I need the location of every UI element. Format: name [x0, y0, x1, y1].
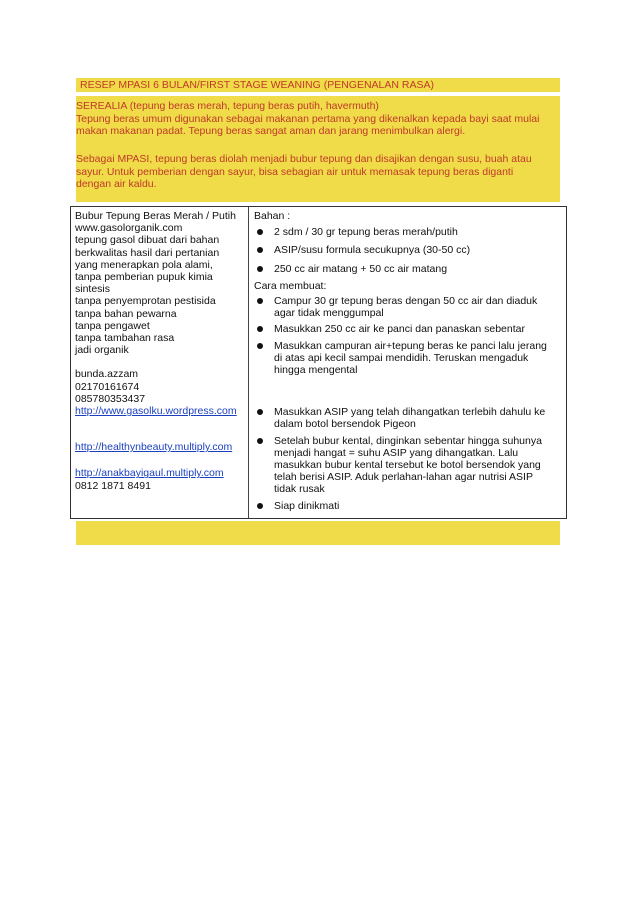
- step-item: Siap dinikmati: [254, 500, 562, 512]
- ingredient-item: ASIP/susu formula secukupnya (30-50 cc): [254, 244, 562, 256]
- intro-line: makan makanan padat. Tepung beras sangat aman dan jarang menimbulkan alergi.: [76, 125, 466, 137]
- product-line: yang menerapkan pola alami,: [75, 258, 213, 271]
- step-item: Campur 30 gr tepung beras dengan 50 cc air dan diaduk agar tidak menggumpal: [254, 295, 562, 319]
- contact-name: bunda.azzam: [75, 368, 139, 381]
- product-line: tanpa pengawet: [75, 319, 150, 332]
- step-item: Masukkan campuran air+tepung beras ke panci lalu jerang di atas api kecil sampai mendidih. Teruskan mengaduk hingga mengental: [254, 340, 562, 377]
- intro-line: Tepung beras umum digunakan sebagai makanan pertama yang dikenalkan kepada bayi saat mulai: [76, 112, 540, 125]
- link-gasolku[interactable]: http://www.gasolku.wordpress.com: [75, 405, 237, 418]
- link-anakbayigaul[interactable]: http://anakbayigaul.multiply.com: [75, 467, 224, 480]
- intro-section: [76, 96, 560, 202]
- step-item: Masukkan 250 cc air ke panci dan panaskan sebentar: [254, 323, 562, 335]
- link-healthynbeauty[interactable]: http://healthynbeauty.multiply.com: [75, 441, 233, 454]
- intro-line: SEREALIA (tepung beras merah, tepung beras putih, havermuth): [76, 100, 379, 112]
- intro-line: sayur. Untuk pemberian dengan sayur, bisa sebagian air untuk memasak tepung beras diganti: [76, 165, 514, 178]
- footer-highlight-bar: [76, 521, 560, 545]
- ingredients-label: Bahan :: [254, 210, 291, 222]
- product-line: berkwalitas hasil dari pertanian: [75, 246, 220, 259]
- intro-paragraph-2: [76, 153, 560, 191]
- page-title: RESEP MPASI 6 BULAN/FIRST STAGE WEANING (PENGENALAN RASA): [76, 78, 560, 92]
- method-label: Cara membuat:: [254, 279, 327, 292]
- bullet-icon: [257, 247, 263, 253]
- contact-phone: 0812 1871 8491: [75, 479, 151, 492]
- ingredient-item: 250 cc air matang + 50 cc air matang: [254, 263, 562, 275]
- contact-phone: 085780353437: [75, 392, 146, 405]
- bullet-icon: [257, 326, 263, 332]
- product-info-column: [71, 207, 249, 518]
- product-line: www.gasolorganik.com: [75, 222, 183, 235]
- bullet-icon: [257, 438, 263, 444]
- bullet-icon: [257, 343, 263, 349]
- contact-phone: 02170161674: [75, 380, 140, 393]
- bullet-icon: [257, 409, 263, 415]
- intro-line: dengan air kaldu.: [76, 178, 157, 190]
- product-line: tanpa bahan pewarna: [75, 307, 177, 320]
- product-line: tanpa pemberian pupuk kimia: [75, 271, 213, 284]
- recipe-column: [250, 207, 566, 518]
- product-line: jadi organik: [75, 344, 129, 357]
- bullet-icon: [257, 503, 263, 509]
- bullet-icon: [257, 298, 263, 304]
- bullet-icon: [257, 229, 263, 235]
- bullet-icon: [257, 266, 263, 272]
- recipe-table: [70, 206, 567, 519]
- ingredient-item: 2 sdm / 30 gr tepung beras merah/putih: [254, 226, 562, 238]
- product-line: tepung gasol dibuat dari bahan: [75, 234, 220, 247]
- step-item: Setelah bubur kental, dinginkan sebentar hingga suhunya menjadi hangat = suhu ASIP yang dihangatkan. Lalu masukkan bubur kental tersebut ke botol bersendok yang telah berisi ASIP. Aduk perlahan-lahan agar nutrisi ASIP tidak rusak: [254, 435, 562, 496]
- product-name: Bubur Tepung Beras Merah / Putih: [75, 210, 236, 222]
- product-line: sintesis: [75, 283, 111, 296]
- intro-paragraph-1: [76, 100, 560, 138]
- product-line: tanpa penyemprotan pestisida: [75, 295, 216, 308]
- step-item: Masukkan ASIP yang telah dihangatkan terlebih dahulu ke dalam botol bersendok Pigeon: [254, 406, 562, 430]
- product-line: tanpa tambahan rasa: [75, 332, 175, 345]
- intro-line: Sebagai MPASI, tepung beras diolah menjadi bubur tepung dan disajikan dengan susu, buah atau: [76, 153, 532, 165]
